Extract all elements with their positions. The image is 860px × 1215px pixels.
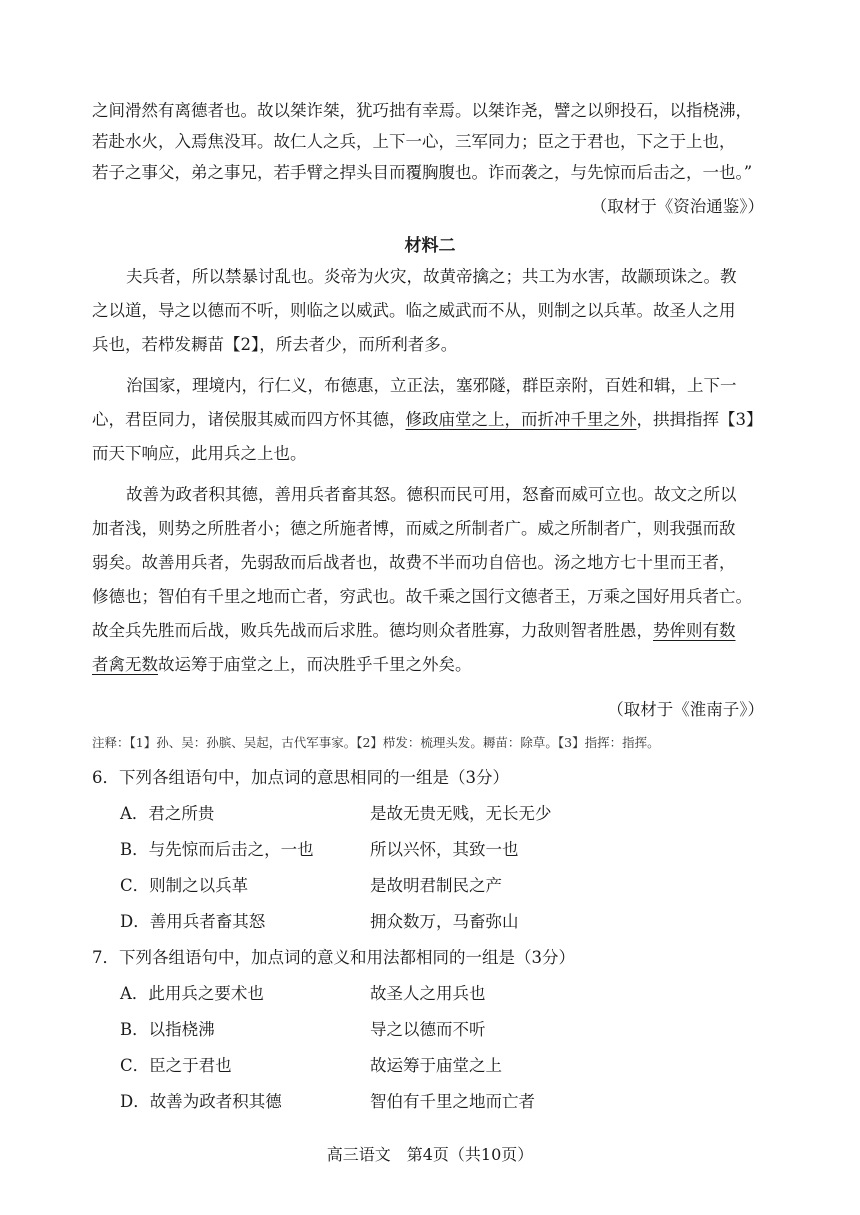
material2-line-6: 而天下响应，此用兵之上也。 bbox=[92, 444, 307, 463]
q7-option-b-left: B．以指桡沸 bbox=[120, 1020, 215, 1039]
question-6-stem: 6．下列各组语句中，加点词的意思相同的一组是（3分） bbox=[92, 768, 509, 787]
material1-line-3: 若子之事父，弟之事兄，若手臂之捍头目而覆胸腹也。诈而袭之，与先惊而后击之，一也。” bbox=[92, 163, 753, 182]
material2-line-9: 弱矣。故善用兵者，先弱敌而后战者也，故费不半而功自倍也。汤之地方七十里而王者， bbox=[92, 553, 736, 572]
q6-option-b-left: B．与先惊而后击之，一也 bbox=[120, 840, 314, 859]
line11-pre: 故全兵先胜而后战，败兵先战而后求胜。德均则众者胜寡，力敌则智者胜愚， bbox=[92, 621, 653, 640]
material2-line-1: 夫兵者，所以禁暴讨乱也。炎帝为火灾，故黄帝擒之；共工为水害，故颛顼诛之。教 bbox=[126, 267, 737, 286]
material1-line-1: 之间滑然有离德者也。故以桀诈桀，犹巧拙有幸焉。以桀诈尧，譬之以卵投石，以指桡沸， bbox=[92, 101, 752, 120]
q7-option-d-right: 智伯有千里之地而亡者 bbox=[370, 1092, 535, 1111]
q7-option-c-left: C．臣之于君也 bbox=[120, 1056, 232, 1075]
material2-line-11 bbox=[92, 620, 736, 642]
q6-option-a-left: A．君之所贵 bbox=[120, 804, 215, 823]
line5-pre: 心，君臣同力，诸侯服其威而四方怀其德， bbox=[92, 410, 406, 429]
material2-line-7: 故善为政者积其德，善用兵者畜其怒。德积而民可用，怒畜而威可立也。故文之所以 bbox=[126, 485, 737, 504]
q6-option-a-right: 是故无贵无贱，无长无少 bbox=[370, 804, 552, 823]
underlined-sentence-2a: 势侔则有数 bbox=[653, 621, 736, 640]
material2-line-3: 兵也，若栉发耨苗【2】，所去者少，而所利者多。 bbox=[92, 335, 458, 354]
question-7-stem: 7．下列各组语句中，加点词的意义和用法都相同的一组是（3分） bbox=[92, 948, 575, 967]
q7-option-d-left: D．故善为政者积其德 bbox=[120, 1092, 282, 1111]
material1-line-2: 若赴水火，入焉焦没耳。故仁人之兵，上下一心，三军同力；臣之于君也，下之于上也， bbox=[92, 132, 736, 151]
line12-rest: 故运筹于庙堂之上，而决胜乎千里之外矣。 bbox=[158, 655, 472, 674]
material2-line-8: 加者浅，则势之所胜者小；德之所施者博，而威之所制者广。威之所制者广，则我强而敌 bbox=[92, 519, 736, 538]
material2-line-5 bbox=[92, 409, 763, 431]
q7-option-a-right: 故圣人之用兵也 bbox=[370, 984, 486, 1003]
underlined-sentence-2b: 者禽无数 bbox=[92, 655, 158, 674]
annotation-note: 注释：【1】孙、吴：孙膑、吴起，古代军事家。【2】栉发：梳理头发。耨苗：除草。【3】指挥：指挥。 bbox=[92, 735, 660, 750]
q6-option-c-right: 是故明君制民之产 bbox=[370, 876, 502, 895]
material1-source: （取材于《资治通鉴》） bbox=[590, 197, 764, 216]
q6-option-b-right: 所以兴怀，其致一也 bbox=[370, 840, 519, 859]
q6-option-c-left: C．则制之以兵革 bbox=[120, 876, 249, 895]
material2-line-12 bbox=[92, 654, 472, 676]
material2-line-2: 之以道，导之以德而不听，则临之以威武。临之威武而不从，则制之以兵革。故圣人之用 bbox=[92, 301, 736, 320]
line5-post: ，拱揖指挥【3】 bbox=[636, 410, 763, 429]
material2-title: 材料二 bbox=[404, 236, 456, 256]
q6-option-d-left: D．善用兵者畜其怒 bbox=[120, 912, 266, 931]
material2-source: （取材于《淮南子》） bbox=[607, 700, 764, 719]
q7-option-a-left: A．此用兵之要术也 bbox=[120, 984, 264, 1003]
material2-line-10: 修德也；智伯有千里之地而亡者，穷武也。故千乘之国行文德者王，万乘之国好用兵者亡。 bbox=[92, 587, 752, 606]
underlined-sentence-1: 修政庙堂之上，而折冲千里之外 bbox=[405, 410, 637, 429]
page-footer: 高三语文 第4页（共10页） bbox=[326, 1145, 534, 1164]
q6-option-d-right: 拥众数万，马畜弥山 bbox=[370, 912, 519, 931]
q7-option-b-right: 导之以德而不听 bbox=[370, 1020, 486, 1039]
q7-option-c-right: 故运筹于庙堂之上 bbox=[370, 1056, 502, 1075]
material2-line-4: 治国家，理境内，行仁义，布德惠，立正法，塞邪隧，群臣亲附，百姓和辑，上下一 bbox=[126, 376, 737, 395]
